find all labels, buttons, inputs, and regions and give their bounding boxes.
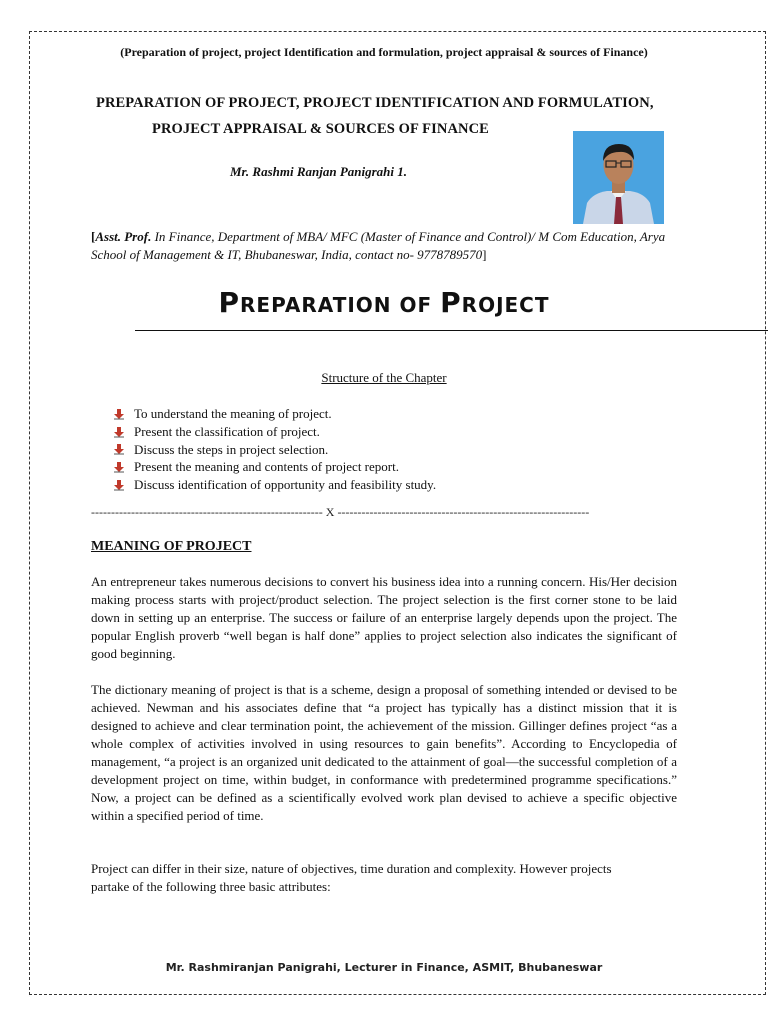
- list-item: Present the meaning and contents of project report.: [113, 458, 436, 476]
- down-arrow-bullet-icon: [113, 443, 125, 455]
- affiliation-role: Asst. Prof.: [95, 229, 152, 244]
- structure-title: Structure of the Chapter: [321, 370, 447, 385]
- down-arrow-bullet-icon: [113, 408, 125, 420]
- paragraph-2: The dictionary meaning of project is that is a scheme, design a proposal of something intended or devised to be achieved. Newman and his associates define that “a project has typically has a distinct mission that it is designed to achieve and clear termination point, the achievement of the mission. Gillinger defines project “as a whole complex of activities involved in using resources to gain benefits”. According to Encyclopedia of management, “a project is an organized unit dedicated to the attainment of goal—the successful completion of a development project on time, within budget, in conformance with predetermined programme specifications.” Now, a project can be defined as a scientifically evolved work plan devised to achieve a specific objective within a specified period of time.: [91, 682, 677, 823]
- affiliation-text: In Finance, Department of MBA/ MFC (Master of Finance and Control)/ M Com Education, Arya School of Management & IT, Bhubaneswar, India, contact no- 9778789570: [91, 229, 666, 262]
- down-arrow-bullet-icon: [113, 426, 125, 438]
- document-title-line-1: PREPARATION OF PROJECT, PROJECT IDENTIFICATION AND FORMULATION,: [96, 95, 654, 111]
- list-item: To understand the meaning of project.: [113, 405, 436, 423]
- document-title-line-2: PROJECT APPRAISAL & SOURCES OF FINANCE: [152, 121, 489, 137]
- page-footer: Mr. Rashmiranjan Panigrahi, Lecturer in Finance, ASMIT, Bhubaneswar: [165, 961, 603, 974]
- meaning-heading: MEANING OF PROJECT: [91, 539, 252, 554]
- author-affiliation: [Asst. Prof. In Finance, Department of MBA/ MFC (Master of Finance and Control)/ M Com Education, Arya School of Management & IT, Bhubaneswar, India, contact no- 9778789570]: [91, 229, 666, 262]
- down-arrow-bullet-icon: [113, 461, 125, 473]
- author-photo: [573, 131, 664, 224]
- section-rule: [135, 330, 768, 331]
- structure-list: [113, 405, 436, 494]
- list-item: Discuss identification of opportunity and feasibility study.: [113, 476, 436, 494]
- section-title: PREPARATION OF PROJECT: [218, 286, 550, 319]
- paragraph-3: Project can differ in their size, nature of objectives, time duration and complexity. However projects partake of the following three basic attributes:: [91, 861, 612, 894]
- down-arrow-bullet-icon: [113, 479, 125, 491]
- list-item: Present the classification of project.: [113, 423, 436, 441]
- running-header: (Preparation of project, project Identification and formulation, project appraisal & sources of Finance): [120, 45, 648, 59]
- list-item: Discuss the steps in project selection.: [113, 441, 436, 459]
- paragraph-1: An entrepreneur takes numerous decisions to convert his business idea into a running concern. His/Her decision making process starts with project/product selection. The project selection is the first corner stone to be laid down in setting up an enterprise. The success or failure of an enterprise largely depends upon the project. The popular English proverb “well began is half done” applies to project selection also indicates the significant of good beginning.: [91, 574, 677, 661]
- section-divider: ---------------------------------------------------------- X ---------------------------------------------------------------: [91, 505, 590, 519]
- author-name: Mr. Rashmi Ranjan Panigrahi 1.: [230, 164, 408, 179]
